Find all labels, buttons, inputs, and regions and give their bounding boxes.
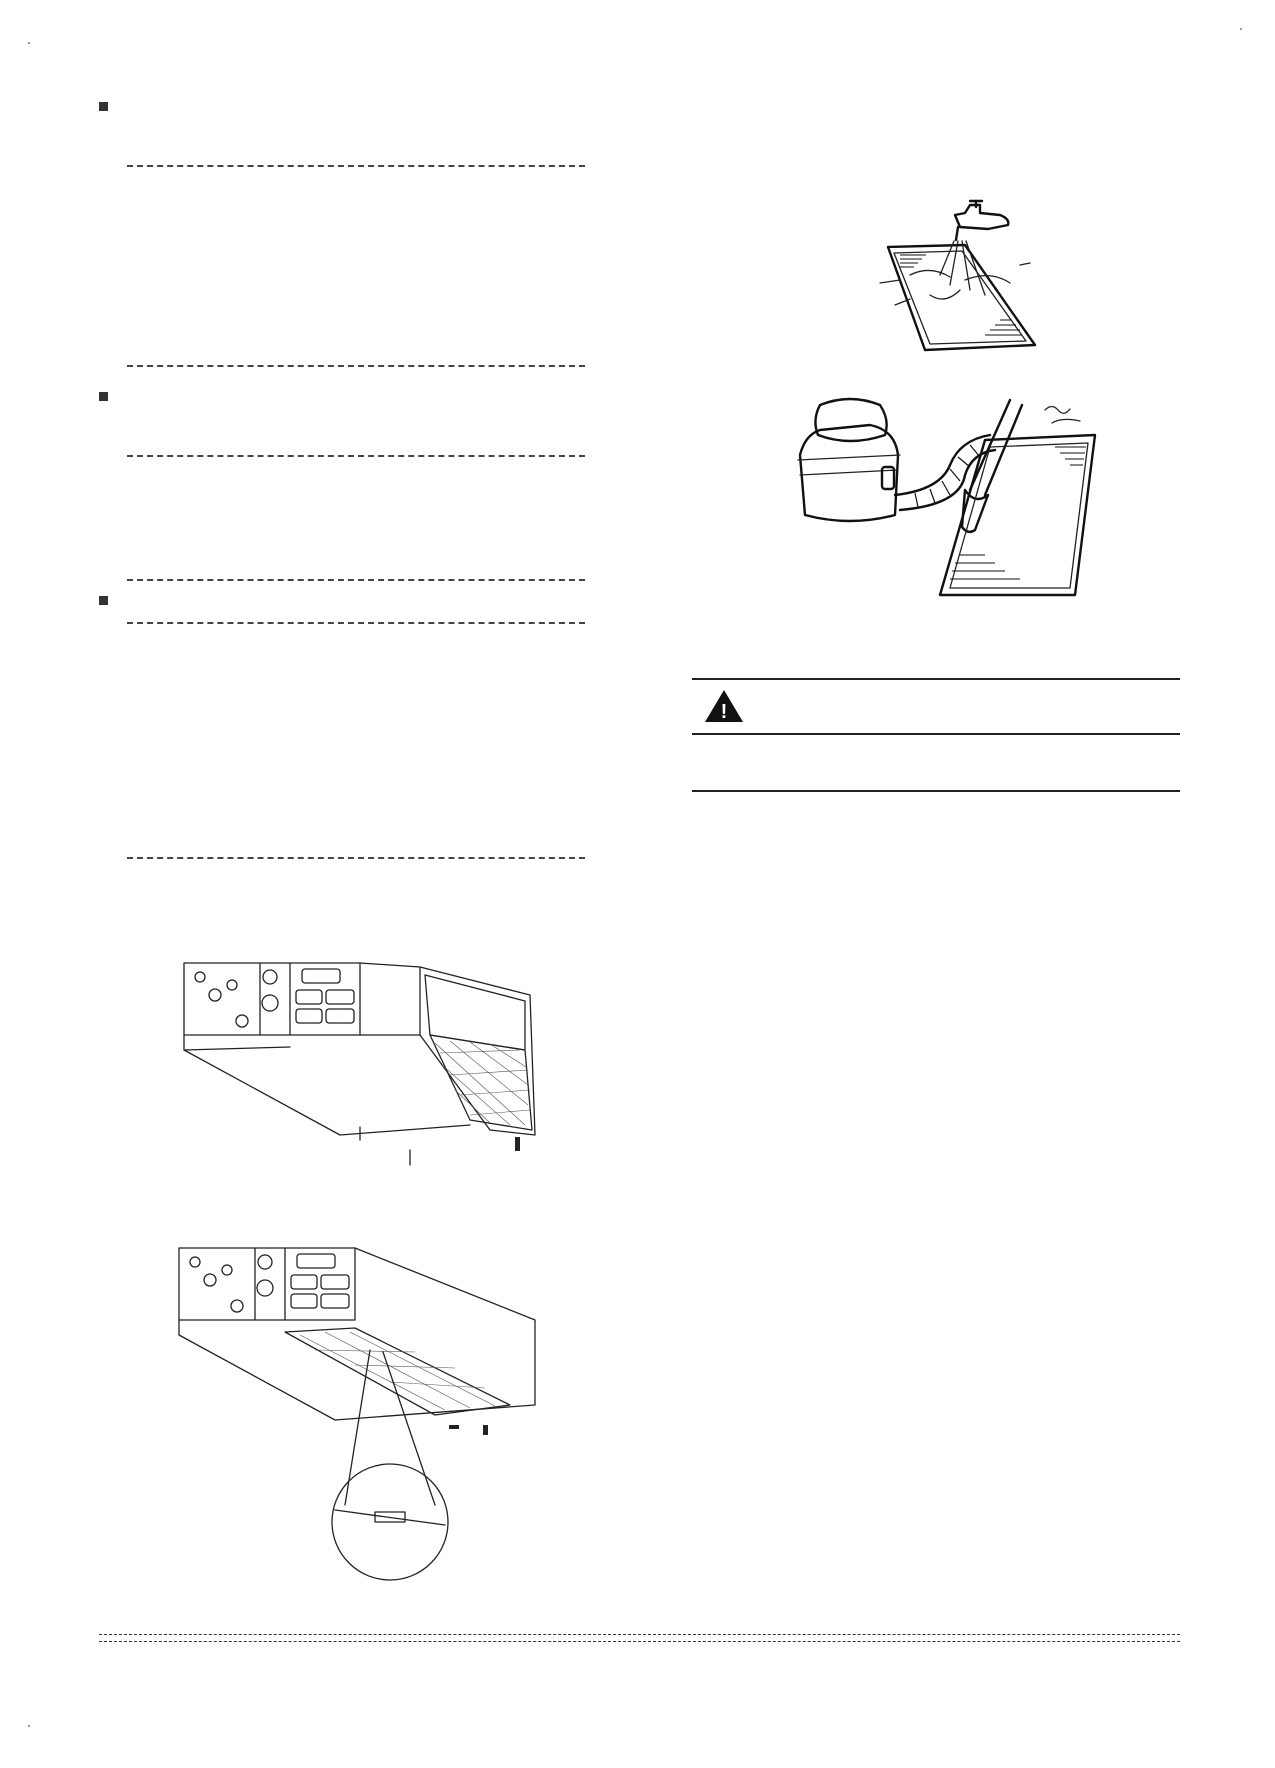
footer-rule: [99, 1634, 1180, 1642]
filter-vacuuming-illustration: [790, 395, 1110, 600]
unit-filter-slide-illustration: [165, 1240, 545, 1570]
section-3-bullet-icon: [99, 596, 108, 605]
crop-mark-bottom-left: [28, 1725, 30, 1727]
caution-box-middle-rule: [692, 733, 1180, 735]
section-1-divider-bottom: [127, 365, 585, 367]
section-2-bullet-icon: [99, 392, 108, 401]
unit-filter-removal-illustration: [170, 955, 550, 1185]
svg-text:!: !: [720, 701, 728, 723]
section-1-divider-top: [127, 165, 585, 167]
section-2-divider-top: [127, 455, 585, 457]
section-1-bullet-icon: [99, 102, 108, 111]
warning-triangle-icon: [703, 688, 745, 724]
crop-mark-top-right: [1240, 28, 1242, 30]
section-2-divider-bottom: [127, 579, 585, 581]
caution-box-top-rule: [692, 678, 1180, 680]
crop-mark-top-left: [28, 42, 30, 44]
section-3-divider-top: [127, 622, 585, 624]
caution-box-bottom-rule: [692, 790, 1180, 792]
section-3-divider-bottom: [127, 857, 585, 859]
filter-washing-illustration: [870, 195, 1040, 360]
